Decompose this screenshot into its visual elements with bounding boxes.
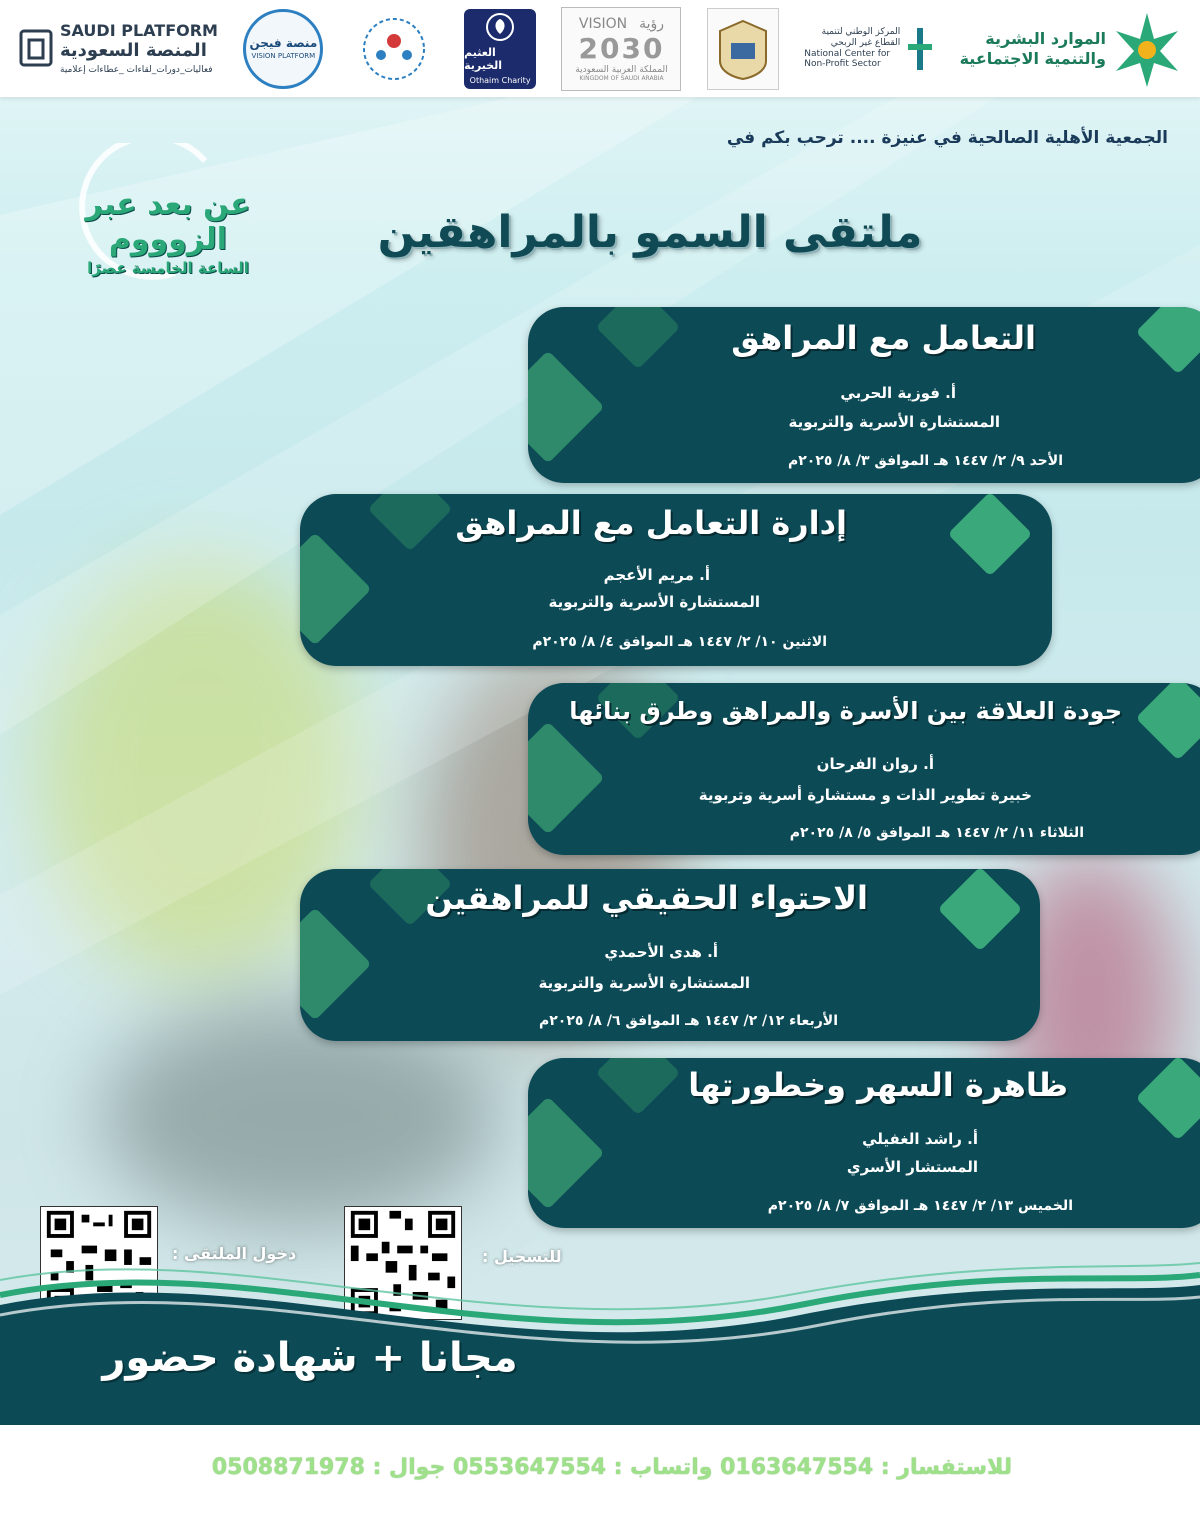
session-role: المستشار الأسري bbox=[846, 1158, 978, 1176]
volunteer-team-logo bbox=[349, 9, 439, 89]
ncnp-logo bbox=[804, 24, 934, 74]
hr-star-icon bbox=[1112, 9, 1182, 89]
time-text: الساعة الخامسة عصرًا bbox=[87, 259, 249, 277]
vision-platform-logo bbox=[243, 9, 323, 89]
remote-zoom-text: عن بعد عبر الزوووم bbox=[85, 187, 251, 257]
diamond-icon bbox=[596, 307, 681, 369]
diamond-icon bbox=[1136, 683, 1200, 760]
session-date: الأحد ٩/ ٢/ ١٤٤٧ هـ الموافق ٣/ ٨/ ٢٠٢٥م bbox=[787, 453, 1063, 469]
diamond-icon bbox=[1136, 307, 1200, 374]
session-card-4 bbox=[300, 869, 1040, 1041]
session-card-1 bbox=[528, 307, 1200, 483]
session-title: الاحتواء الحقيقي للمراهقين bbox=[425, 879, 868, 917]
vision-2030-number: 2030 bbox=[578, 31, 665, 65]
othaim-en: Othaim Charity bbox=[469, 76, 531, 85]
vision-kingdom-ar: المملكة العربية السعودية bbox=[575, 64, 668, 75]
welcome-text: الجمعية الأهلية الصالحية في عنيزة .... ترحب بكم في bbox=[726, 128, 1168, 148]
ncnp-ar: المركز الوطني لتنمية القطاع غير الربحي bbox=[821, 26, 901, 48]
main-title: ملتقى السمو بالمراهقين bbox=[377, 207, 923, 258]
session-card-5 bbox=[528, 1058, 1200, 1228]
session-card-3 bbox=[528, 683, 1200, 855]
diamond-icon bbox=[528, 721, 605, 834]
vision-platform-ar: منصة فيجن bbox=[249, 36, 318, 50]
session-date: الاثنين ١٠/ ٢/ ١٤٤٧ هـ الموافق ٤/ ٨/ ٢٠٢٥م bbox=[532, 634, 827, 650]
session-role: خبيرة تطوير الذات و مستشارة أسرية وتربوية bbox=[698, 786, 1032, 804]
vision-en: VISION bbox=[578, 15, 628, 32]
saudi-platform-logo bbox=[18, 21, 218, 77]
association-emblem bbox=[707, 8, 779, 90]
diamond-icon bbox=[938, 869, 1023, 951]
diamond-icon bbox=[368, 494, 453, 551]
session-date: الأربعاء ١٢/ ٢/ ١٤٤٧ هـ الموافق ٦/ ٨/ ٢٠٢٥م bbox=[538, 1013, 838, 1029]
vision-ar: رؤية bbox=[639, 15, 665, 32]
saudi-platform-icon bbox=[18, 28, 54, 68]
vision-2030-logo bbox=[561, 7, 681, 91]
ncnp-plus-icon bbox=[906, 24, 934, 74]
session-speaker: أ. مريم الأعجم bbox=[603, 566, 710, 584]
session-date: الخميس ١٣/ ٢/ ١٤٤٧ هـ الموافق ٧/ ٨/ ٢٠٢٥م bbox=[767, 1198, 1073, 1214]
diamond-icon bbox=[1136, 1058, 1200, 1140]
session-speaker: أ. روان الفرحان bbox=[816, 755, 934, 773]
diamond-icon bbox=[948, 494, 1033, 576]
vision-kingdom-en: KINGDOM OF SAUDI ARABIA bbox=[579, 74, 664, 82]
session-role: المستشارة الأسرية والتربوية bbox=[788, 413, 1000, 431]
othaim-ar: العثيم الخيرية bbox=[464, 46, 503, 72]
session-role: المستشارة الأسرية والتربوية bbox=[538, 974, 750, 992]
diamond-icon bbox=[300, 532, 372, 645]
free-certificate-banner: مجانا + شهادة حضور bbox=[102, 1335, 518, 1381]
session-speaker: أ. فوزية الحربي bbox=[840, 384, 956, 402]
session-title: جودة العلاقة بين الأسرة والمراهق وطرق بنائها bbox=[569, 697, 1122, 725]
saudi-platform-sub: فعاليات_دورات_لقاءات _عطاءات إعلامية bbox=[60, 65, 213, 76]
diamond-icon bbox=[528, 350, 605, 463]
session-speaker: أ. راشد الغفيلي bbox=[862, 1130, 978, 1148]
session-title: ظاهرة السهر وخطورتها bbox=[688, 1066, 1068, 1104]
saudi-platform-en: SAUDI PLATFORM bbox=[60, 20, 218, 40]
session-role: المستشارة الأسرية والتربوية bbox=[548, 593, 760, 611]
session-title: التعامل مع المراهق bbox=[731, 319, 1036, 357]
hr-ar-1: الموارد البشرية bbox=[985, 29, 1106, 49]
remote-info bbox=[48, 187, 288, 277]
saudi-platform-ar: المنصة السعودية bbox=[60, 39, 207, 61]
enter-qr-label: دخول الملتقى : bbox=[172, 1244, 297, 1263]
register-qr-label: للتسجيل : bbox=[482, 1247, 562, 1266]
diamond-icon bbox=[300, 907, 372, 1020]
vision-platform-en: VISION PLATFORM bbox=[251, 52, 316, 60]
session-date: الثلاثاء ١١/ ٢/ ١٤٤٧ هـ الموافق ٥/ ٨/ ٢٠٢٥م bbox=[789, 825, 1084, 841]
contact-bar bbox=[0, 1425, 1200, 1523]
book-emblem-icon bbox=[716, 17, 770, 81]
othaim-charity-logo bbox=[464, 9, 536, 89]
session-speaker: أ. هدى الأحمدي bbox=[604, 943, 718, 961]
hr-ministry-logo bbox=[960, 9, 1182, 89]
ncnp-en: National Center for Non-Profit Sector bbox=[804, 48, 891, 70]
hr-ar-2: والتنمية الاجتماعية bbox=[959, 48, 1106, 68]
contact-text: للاستفسار : 0163647554 واتساب : 0553647554 جوال : 0508871978 bbox=[211, 1455, 1012, 1480]
logo-bar bbox=[0, 0, 1200, 97]
diamond-icon bbox=[528, 1096, 605, 1209]
othaim-leaf-icon bbox=[485, 12, 515, 42]
diamond-icon bbox=[596, 1058, 681, 1115]
session-title: إدارة التعامل مع المراهق bbox=[455, 504, 847, 542]
session-card-2 bbox=[300, 494, 1052, 666]
